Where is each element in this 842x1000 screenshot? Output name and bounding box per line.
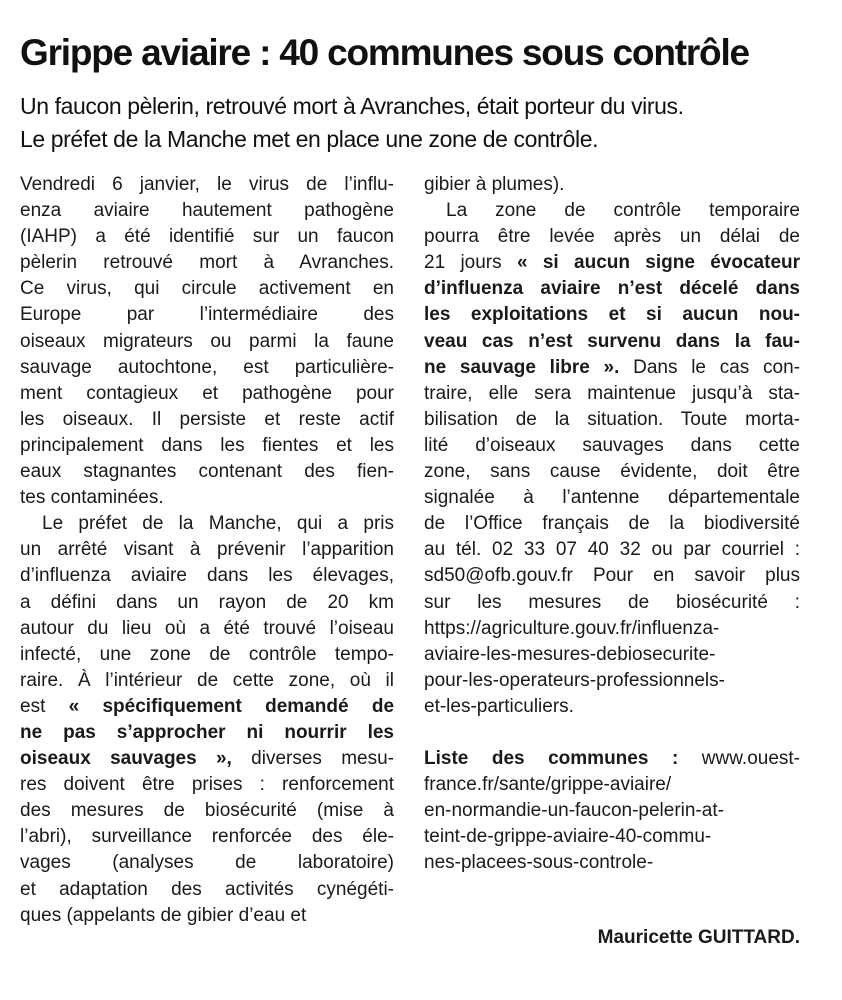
text-line [424,746,800,772]
body-text: d’influenza aviaire dans les élevages, [20,565,394,587]
bold-quote-text: ne sauvage libre ». [424,356,620,378]
text-line [20,433,394,459]
text-line [424,850,800,876]
text-line [424,642,800,668]
text-line [424,798,800,824]
text-line [424,824,800,850]
text-line [20,903,394,929]
text-line [20,798,394,824]
text-line [20,563,394,589]
body-text: france.fr/sante/grippe-aviaire/ [424,774,672,796]
body-text: infecté, une zone de contrôle tempo- [20,643,394,665]
text-line [424,329,800,355]
text-line [424,198,800,224]
bold-quote-text: Liste des communes : [424,748,679,770]
body-text: pèlerin retrouvé mort à Avranches. [20,252,394,274]
body-text: et adaptation des activités cynégéti- [20,878,394,900]
text-line [424,172,800,198]
body-text: (IAHP) a été identifié sur un faucon [20,226,394,248]
text-line [424,302,800,328]
text-line [424,616,800,642]
text-line [20,459,394,485]
body-text: raire. À l’intérieur de cette zone, où il [20,669,394,691]
text-line [20,355,394,381]
text-line [20,172,394,198]
text-line [20,877,394,903]
text-line [20,746,394,772]
paragraph-gap [424,720,800,746]
body-text: autour du lieu où a été trouvé l’oiseau [20,617,394,639]
text-line [20,250,394,276]
body-text: sd50@ofb.gouv.fr Pour en savoir plus [424,565,800,587]
body-text: signalée à l’antenne départementale [424,487,800,509]
text-line [20,668,394,694]
body-text: en-normandie-un-faucon-pelerin-at- [424,800,724,822]
body-text: a défini dans un rayon de 20 km [20,591,394,613]
body-text: ques (appelants de gibier d’eau et [20,904,307,926]
bold-quote-text: « si aucun signe évocateur [516,252,801,274]
body-text: www.ouest- [678,748,800,770]
text-line [20,824,394,850]
text-line [20,302,394,328]
text-line [20,276,394,302]
body-text: teint-de-grippe-aviaire-40-commu- [424,826,712,848]
text-line [424,459,800,485]
text-line [424,276,800,302]
text-line [20,537,394,563]
body-text: est [20,695,69,717]
body-text: bilisation de la situation. Toute morta- [424,408,800,430]
body-text: Ce virus, qui circule activement en [20,278,394,300]
body-text: eaux stagnantes contenant des fien- [20,461,394,483]
headline: Grippe aviaire : 40 communes sous contrôle [20,32,749,73]
text-line [20,511,394,537]
body-text: Europe par l’intermédiaire des [20,304,394,326]
body-text: principalement dans les fientes et les [20,434,394,456]
body-text: La zone de contrôle temporaire [446,200,800,222]
body-text: diverses mesu- [231,748,394,770]
body-text: pourra être levée après un délai de [424,226,800,248]
text-line [20,616,394,642]
body-text: https://agriculture.gouv.fr/influenza- [424,617,720,639]
text-line [20,198,394,224]
byline: Mauricette GUITTARD. [597,927,800,948]
body-text: vages (analyses de laboratoire) [20,852,394,874]
body-text: 21 jours [424,252,517,274]
text-line [424,355,800,381]
text-line [20,329,394,355]
body-text: oiseaux migrateurs ou parmi la faune [20,330,394,352]
bold-quote-text: « spécifiquement demandé de [68,695,395,717]
text-line [20,590,394,616]
text-line [424,772,800,798]
text-line [424,433,800,459]
text-line [20,694,394,720]
text-line [20,407,394,433]
body-text: de l’Office français de la biodiversité [424,513,800,535]
body-text: nes-placees-sous-controle- [424,852,654,874]
text-line [424,668,800,694]
text-line [424,485,800,511]
standfirst-line: Le préfet de la Manche met en place une zone de contrôle. [20,126,599,152]
text-line [424,590,800,616]
body-text: gibier à plumes). [424,174,565,195]
body-text: les oiseaux. Il persiste et reste actif [20,408,394,430]
body-text: enza aviaire hautement pathogène [20,200,394,222]
text-line [424,407,800,433]
text-line [20,720,394,746]
bold-quote-text: d’influenza aviaire n’est décelé dans [424,278,800,300]
body-text: Dans le cas con- [619,356,800,378]
body-text: un arrêté visant à prévenir l’apparition [20,539,394,561]
body-text: aviaire-les-mesures-debiosecurite- [424,643,716,665]
text-line [424,537,800,563]
bold-quote-text: ne pas s’approcher ni nourrir les [20,721,394,743]
body-text: ment contagieux et pathogène pour [20,382,394,404]
bold-quote-text: les exploitations et si aucun nou- [424,304,800,326]
text-line [424,694,800,720]
body-text: des mesures de biosécurité (mise à [20,800,394,822]
body-text: traire, elle sera maintenue jusqu’à sta- [424,382,800,404]
body-text: pour-les-operateurs-professionnels- [424,669,725,691]
body-text: Vendredi 6 janvier, le virus de l’influ- [20,174,394,195]
body-text: zone, sans cause évidente, doit être [424,461,800,483]
body-text: res doivent être prises : renforcement [20,774,394,796]
text-line [20,772,394,798]
text-line [20,485,394,511]
body-text: lité d’oiseaux sauvages dans cette [424,434,800,456]
text-line [424,381,800,407]
article-column-right [424,172,800,877]
standfirst-line: Un faucon pèlerin, retrouvé mort à Avranches, était porteur du virus. [20,93,684,119]
standfirst [20,90,830,156]
text-line [20,850,394,876]
text-line [20,224,394,250]
body-text: sauvage autochtone, est particulière- [20,356,394,378]
bold-quote-text: veau cas n’est survenu dans la fau- [424,330,800,352]
text-line [424,250,800,276]
text-line [424,224,800,250]
article-column-left [20,172,394,929]
body-text: sur les mesures de biosécurité : [424,591,800,613]
text-line [20,381,394,407]
body-text: Le préfet de la Manche, qui a pris [42,513,394,535]
bold-quote-text: oiseaux sauvages », [20,748,232,770]
body-text: au tél. 02 33 07 40 32 ou par courriel : [424,539,800,561]
text-line [424,511,800,537]
body-text: l’abri), surveillance renforcée des éle- [20,826,394,848]
text-line [424,563,800,589]
body-text: tes contaminées. [20,487,164,509]
body-text: et-les-particuliers. [424,695,574,717]
text-line [20,642,394,668]
